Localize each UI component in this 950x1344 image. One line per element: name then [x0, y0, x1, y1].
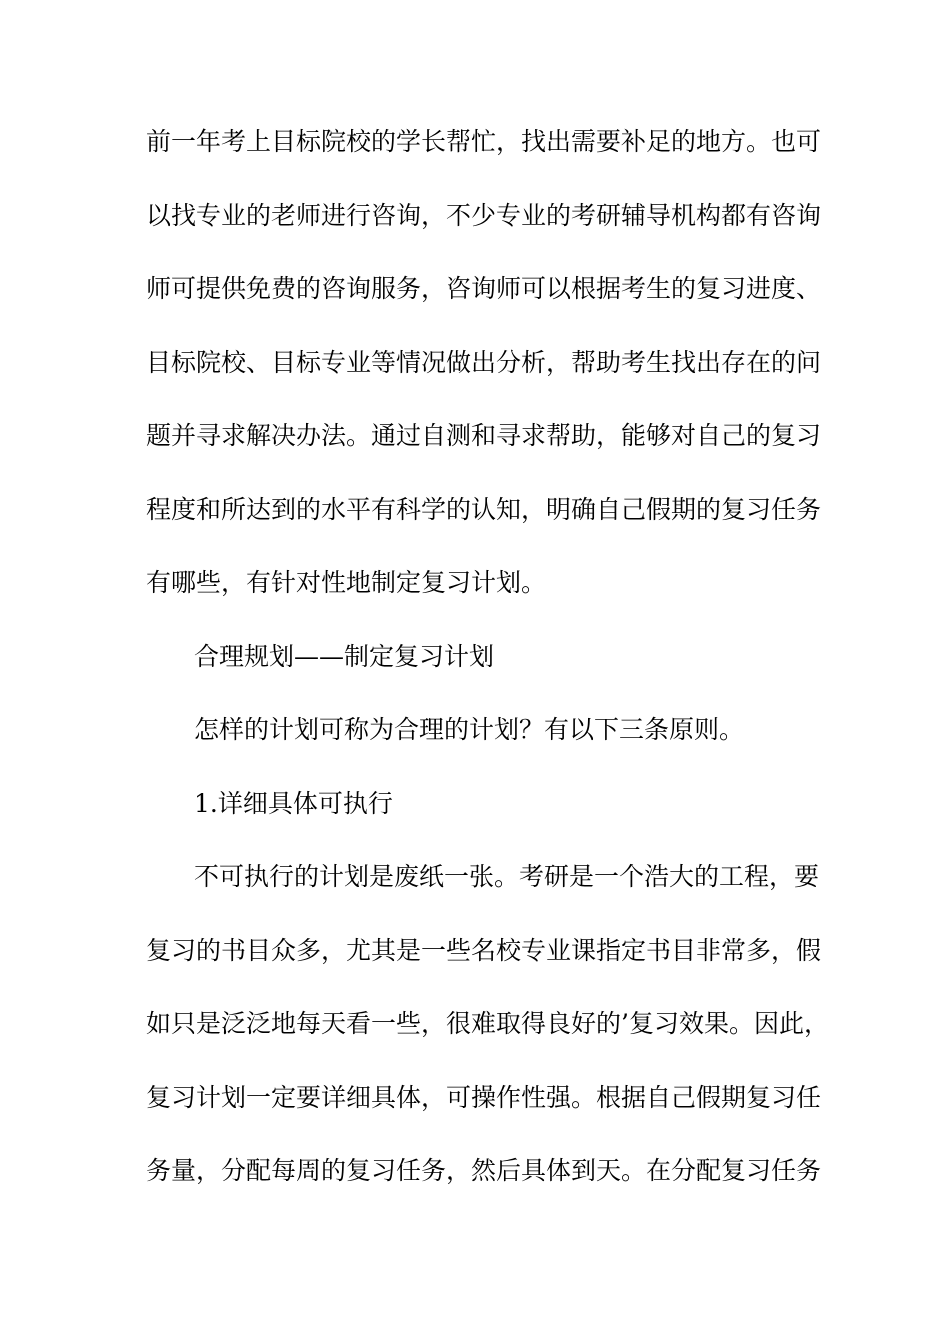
text-line: 复习计划一定要详细具体，可操作性强。根据自己假期复习任 [146, 1082, 822, 1112]
text-line: 复习的书目众多，尤其是一些名校专业课指定书目非常多，假 [146, 935, 822, 965]
text-line: 务量，分配每周的复习任务，然后具体到天。在分配复习任务 [146, 1156, 822, 1185]
text-line: 有哪些，有针对性地制定复习计划。 [146, 568, 547, 597]
document-body [146, 124, 829, 1227]
text-line: 前一年考上目标院校的学长帮忙，找出需要补足的地方。也可 [146, 127, 822, 156]
text-line: 如只是泛泛地每天看一些，很难取得良好的’复习效果。因此， [146, 1009, 829, 1038]
text-line: 以找专业的老师进行咨询，不少专业的考研辅导机构都有咨询 [146, 200, 822, 230]
text-line: 师可提供免费的咨询服务，咨询师可以根据考生的复习进度、 [146, 274, 822, 303]
text-line: 程度和所达到的水平有科学的认知，明确自己假期的复习任务 [146, 494, 822, 524]
subsection-heading: 1.详细具体可执行 [194, 788, 393, 818]
section-heading: 合理规划——制定复习计划 [194, 641, 495, 671]
text-line: 目标院校、目标专业等情况做出分析，帮助考生找出存在的问 [146, 347, 822, 377]
text-line: 怎样的计划可称为合理的计划？有以下三条原则。 [194, 715, 745, 744]
text-line: 不可执行的计划是废纸一张。考研是一个浩大的工程，要 [194, 862, 820, 891]
text-line: 题并寻求解决办法。通过自测和寻求帮助，能够对自己的复习 [146, 421, 822, 450]
